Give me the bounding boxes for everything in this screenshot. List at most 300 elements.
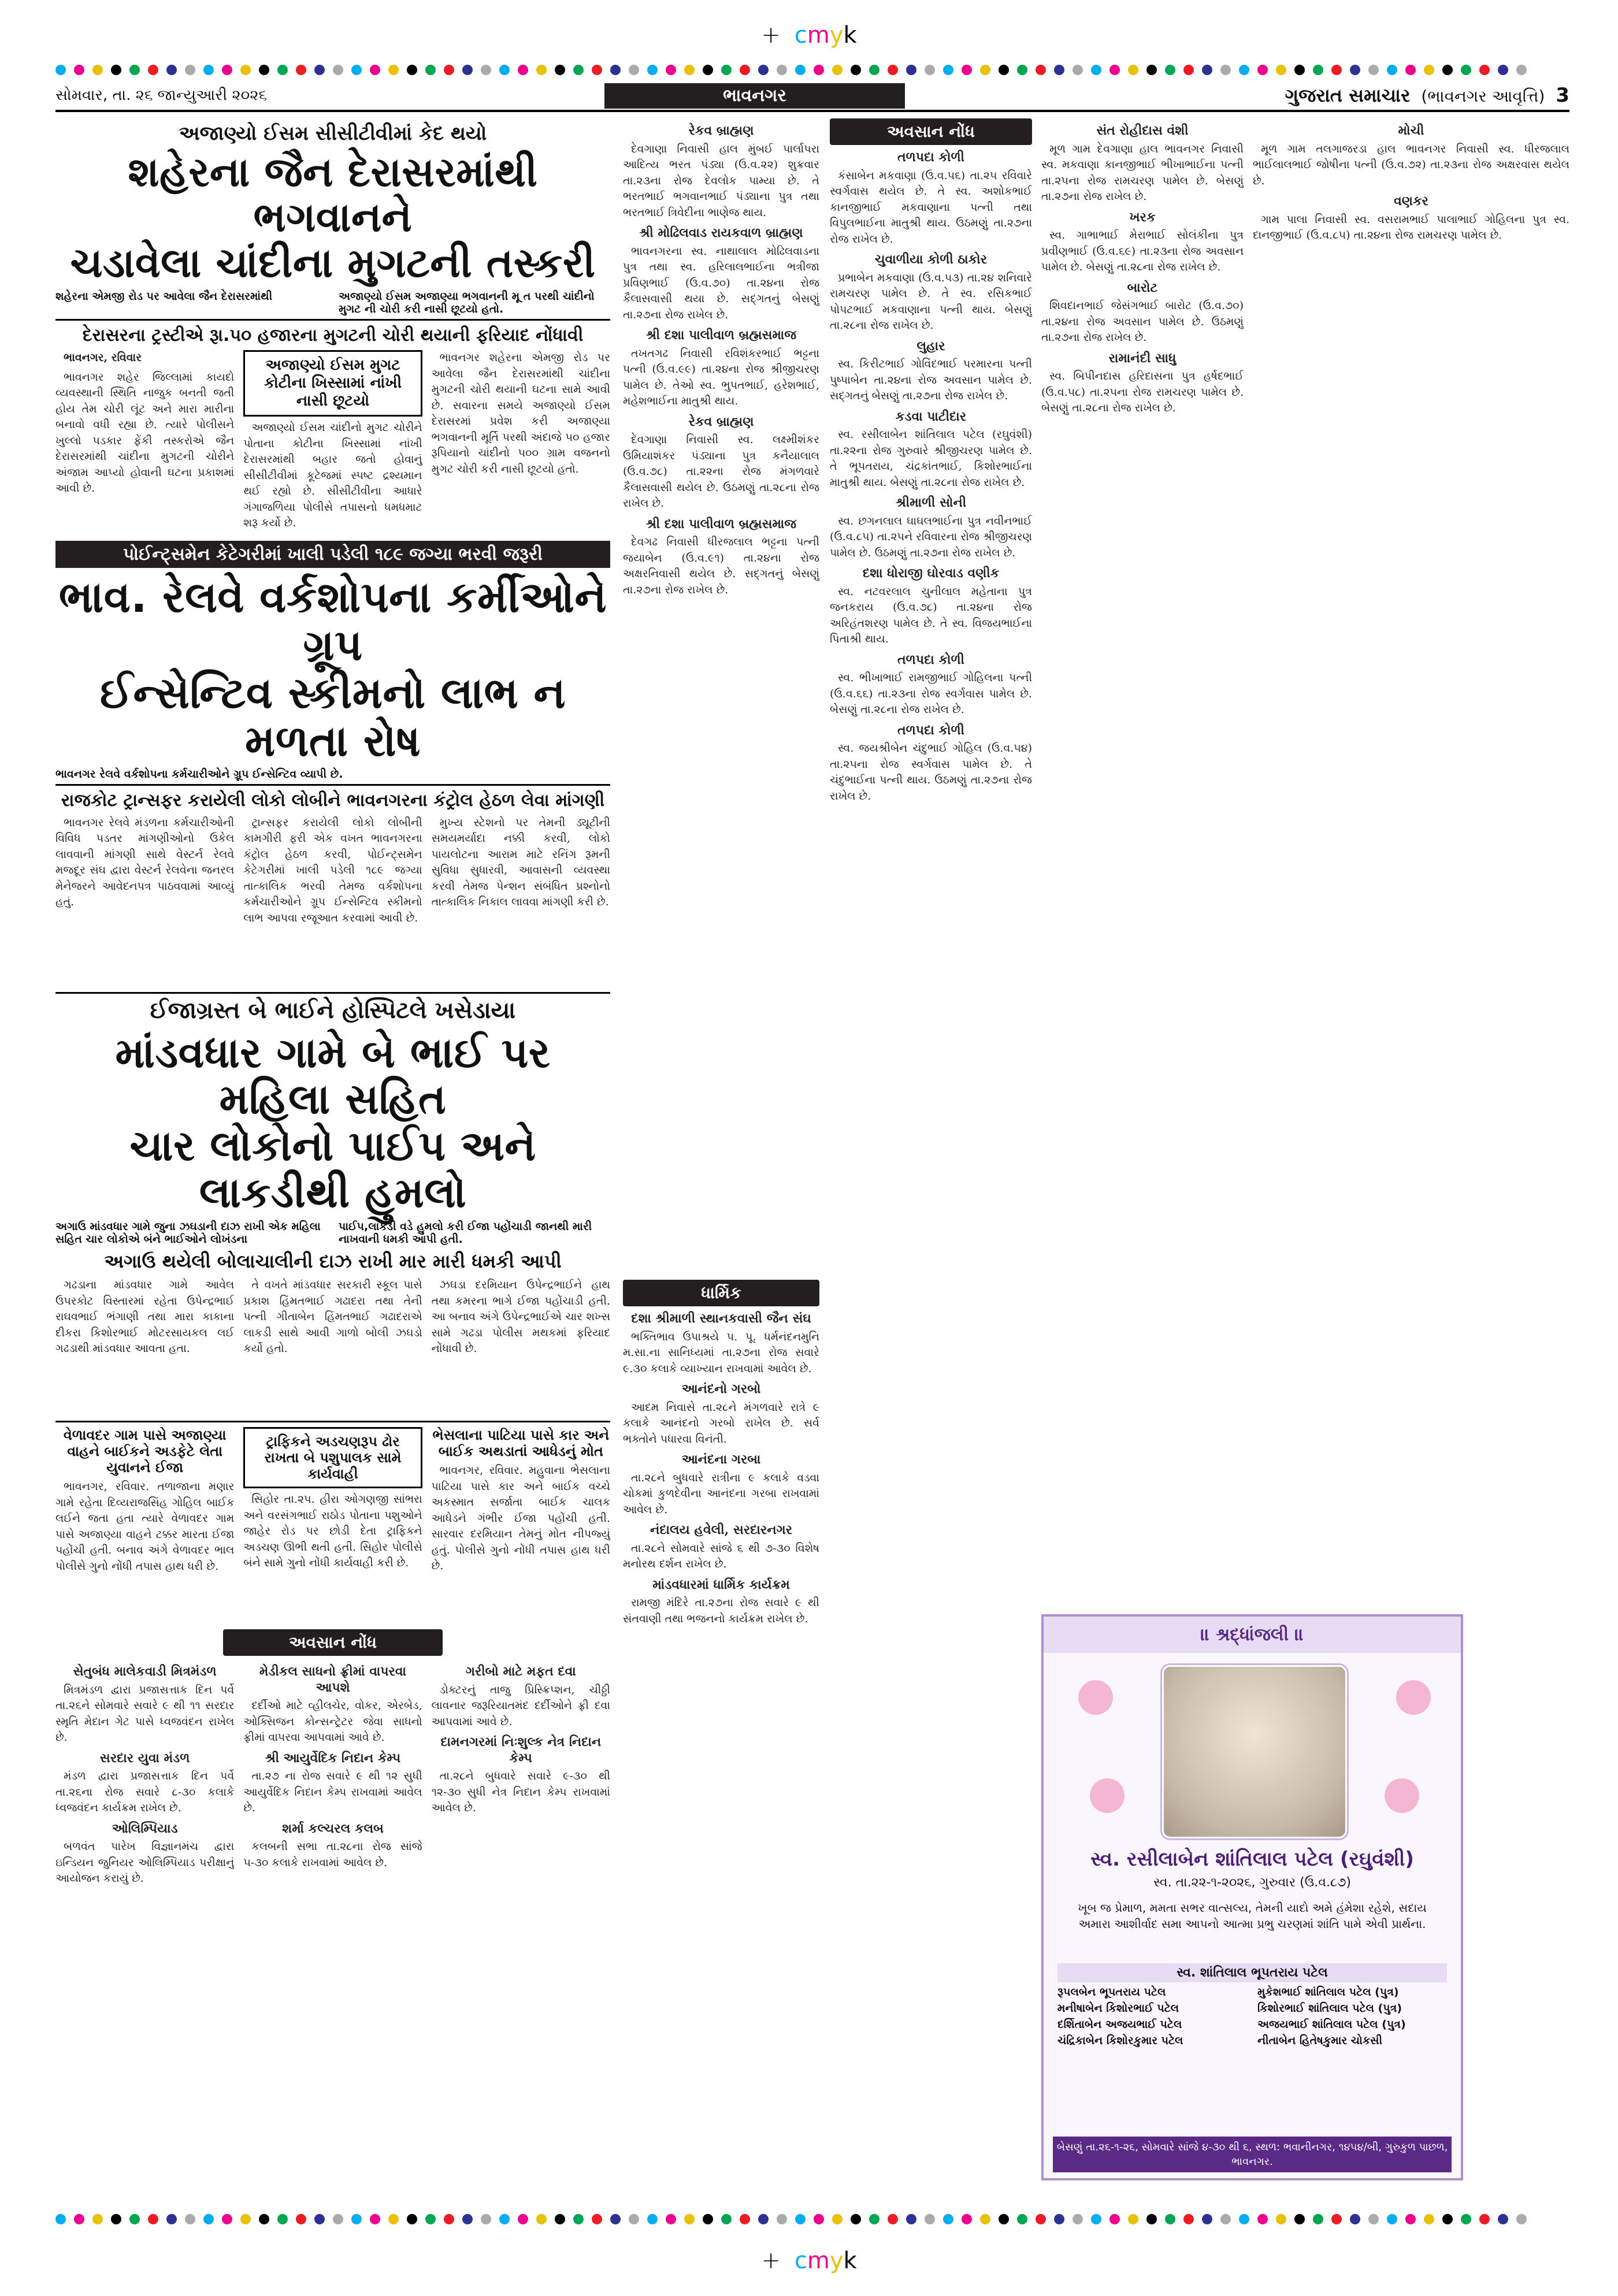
obit-11-title: દશા ધોરાજી ઘોરવાડ વણીક [862, 566, 1000, 581]
obit-14-text: મૂળ ગામ દેવગાણા હાલ ભાવનગર નિવાસી સ્વ. મકવાણા કાનજીભાઈ ભીખાભાઈના પત્ની તા.૨૫ના રોજ રામચરણ પામેલ છે. બેસણું તા.૨૭ના રોજ રાખેલ છે. [1041, 142, 1244, 203]
registration-dot [555, 65, 565, 75]
family-member: ચંદ્રિકાબેન કિશોરકુમાર પટેલ [1057, 2034, 1183, 2047]
registration-dot [832, 65, 843, 75]
registration-dot [592, 65, 602, 75]
color-registration-strip-bottom [55, 2214, 1569, 2224]
obit-15-title: મોચી [1398, 123, 1424, 138]
brief-3-title: ભેસલાના પાટિયા પાસે કાર અને બાઈક અથડાતાં આધેડનું મોત [432, 1427, 610, 1460]
registration-dot [1073, 65, 1083, 75]
paper-name: ગુજરાત સમાચાર [1285, 84, 1411, 106]
registration-dot [462, 2214, 473, 2224]
obit-15-text: મૂળ ગામ તલગાજરડા હાલ ભાવનગર નિવાસી સ્વ. ધીરજલાલ ભાઈલાલભાઈ જોષીના પત્ની (ઉ.વ.૭૨) તા.૨૩ના રોજ અક્ષરવાસ થયેલ છે. [1253, 142, 1569, 187]
community-7-text: ડોક્ટરનું તાજુ પ્રિસ્ક્રિપ્શન, ચીઠ્ઠી લાવનાર જરૂરિયાતમંદ દર્દીઓને ફ્રી દવા આપવામાં આવે છે. [431, 1683, 610, 1728]
registration-dot [240, 2214, 251, 2224]
religious-column [623, 1280, 819, 2204]
edition-label: (ભાવનગર આવૃત્તિ) [1421, 87, 1545, 106]
religious-1-title: દશા શ્રીમાળી સ્થાનકવાસી જૈન સંઘ [631, 1311, 811, 1326]
brief-1-body: ભાવનગર, રવિવાર. તળાજાના મણાર ગામે રહેતા દિવ્યરાજસિંહ ગોહિલ બાઈક લઈને જતા હતા ત્યારે વેળાવદર ગામ પાસે અજાણ્યા વાહને ટક્કર મારતા ઈજા પહોંચી હતી. બનાવ અંગે વેળાવદર ભાલ પોલીસે ગુનો નોંધી તપાસ હાથ ધરી છે. [55, 1480, 235, 1573]
religious-5-title: માંડવધારમાં ધાર્મિક કાર્યક્રમ [652, 1577, 790, 1592]
story3-body [55, 1277, 610, 1416]
registration-dot [962, 65, 972, 75]
registration-dot [1054, 65, 1064, 75]
family-member: નીતાબેન હિતેષકુમાર ચોકસી [1257, 2034, 1382, 2047]
story3-subhead: અગાઉ થયેલી બોલાચાલીની દાઝ રાખી માર મારી ધમકી આપી [104, 1250, 562, 1273]
registration-dot [1165, 2214, 1175, 2224]
community-6-text: કલબની સભા તા.૨૮ના રોજ સાંજે ૫-૩૦ કલાકે રાખવામાં આવેલ છે. [243, 1840, 422, 1869]
registration-dot [166, 65, 177, 75]
news-column [55, 118, 610, 2204]
registration-dot [259, 2214, 269, 2224]
registration-dot [1368, 65, 1379, 75]
obituary-column-2 [830, 118, 1032, 2204]
obit-2-text: ભાવનગરના સ્વ. નાથાલાલ મોઢિલવાડના પુત્ર તથા સ્વ. હરિલાલભાઈના ભત્રીજા પ્રવિણભાઈ (ઉ.વ.૭૦) તા.૨૪ના રોજ કૈલાસવાસી થયા છે. સદ્ગતનું બેસણું તા.૨૭ના રોજ રાખેલ છે. [623, 244, 819, 321]
registration-dot [703, 65, 713, 75]
registration-dot [1387, 65, 1397, 75]
community-3-title: ઓલિમ્પિયાડ [112, 1821, 178, 1836]
tribute-name: સ્વ. રસીલાબેન શાંતિલાલ પટેલ (રઘુવંશી) [1090, 1848, 1414, 1871]
registration-mark-top: + cmyk [761, 22, 857, 49]
story2-headline-line2: ઈન્સેન્ટિવ સ્કીમનો લાભ ન મળતા રોષ [99, 668, 566, 766]
story3-para2: તે વખતે માંડવધાર સરકારી સ્કૂલ પાસે પ્રકાશ હિંમતભાઈ ગઢાદરા તથા તેની પત્ની ગીતાબેન હિંમતભાઈ ગઢાદરાએ લાકડી સાથે આવી ગાળો બોલી ઝઘડો કર્યો હતો. [243, 1279, 422, 1355]
registration-dot [647, 65, 658, 75]
registration-dot [499, 65, 510, 75]
obit-13-title: તળપદા કોળી [897, 722, 964, 738]
religious-3-text: તા.૨૮ને બુધવારે રાત્રીના ૯ કલાકે વડવા ચોકમાં કુળદેવીના આનંદના ગરબા રાખવામાં આવેલ છે. [623, 1471, 819, 1516]
registration-dot [1128, 65, 1138, 75]
flower-icon [1090, 1778, 1125, 1813]
story1-deck-left: શહેરના એમજી રોડ પર આવેલા જૈન દેરાસરમાંથી [55, 290, 273, 303]
registration-dot [1165, 65, 1175, 75]
registration-dot [629, 65, 639, 75]
registration-dot [1017, 65, 1027, 75]
registration-dot [407, 2214, 417, 2224]
registration-dot [721, 65, 732, 75]
family-member: દર્શિતાબેન અજયભાઈ પટેલ [1057, 2018, 1182, 2031]
registration-dot [1442, 65, 1453, 75]
brief-2-title: ટ્રાફિકને અડચણરૂપ ઢોર રાખતા બે પશુપાલક સામે કાર્યવાહી [243, 1427, 422, 1488]
registration-dot [906, 2214, 916, 2224]
story3-headline-line2: ચાર લોકોનો પાઈપ અને લાકડીથી હુમલો [129, 1121, 536, 1217]
obit-19-title: રામાનંદી સાધુ [1108, 350, 1177, 366]
registration-dot [166, 2214, 177, 2224]
registration-dot [370, 2214, 380, 2224]
registration-dot [1461, 2214, 1471, 2224]
registration-dot [203, 2214, 214, 2224]
brief-2 [243, 1427, 422, 1623]
registration-dot [1294, 65, 1305, 75]
registration-dot [684, 65, 695, 75]
registration-dot [74, 65, 84, 75]
story2-deck: ભાવનગર રેલવે વર્કશોપના કર્મચારીઓને ગ્રૂપ ઈન્સેન્ટિવ વ્યાપી છે. [55, 767, 343, 781]
registration-dot [1146, 65, 1157, 75]
registration-dot [1368, 2214, 1379, 2224]
community-5-text: તા.૨૭ ના રોજ સવારે ૯ થી ૧૨ સુધી આયુર્વેદિક નિદાન કેમ્પ રાખવામાં આવેલ છે. [243, 1770, 422, 1815]
registration-dot [666, 2214, 676, 2224]
registration-dot [1405, 2214, 1416, 2224]
registration-dot [573, 65, 584, 75]
obit-10-title: શ્રીમાળી સોની [895, 495, 967, 510]
story3-deck [55, 1220, 610, 1246]
registration-dot [1331, 65, 1342, 75]
registration-dot [1239, 2214, 1249, 2224]
registration-dot [333, 65, 343, 75]
registration-dot [740, 65, 750, 75]
registration-dot [388, 2214, 399, 2224]
registration-mark-bottom: + cmyk [761, 2247, 857, 2274]
crosshair-icon: + [761, 22, 781, 49]
registration-dot [888, 2214, 898, 2224]
obit-1-text: દેવગાણા નિવાસી હાલ મુંબઈ પાર્લાપરા આદિત્ય ભરત પંડ્યા (ઉ.વ.૨૨) શુક્રવાર તા.૨૩ના રોજ દેવલોક પામ્યા છે. તે ભરતભાઈ ભગવાનભાઈ પંડ્યાના પુત્ર તથા ભરતભાઈ ત્રિવેદીના ભાણેજ થાય. [623, 142, 819, 219]
obit-17-title: ખરક [1129, 209, 1156, 225]
story3-headline-line1: માંડવધાર ગામે બે ભાઈ પર મહિલા સહિત [115, 1028, 551, 1124]
registration-dot [814, 2214, 824, 2224]
obit-7-text: પ્રભાબેન મકવાણા (ઉ.વ.૫૩) તા.૨૪ શનિવારે રામચરણ પામેલ છે. તે સ્વ. રસિકભાઈ પોપટભાઈ મકવાણાના પત્ની થાય. બેસણું તા.૨૮ના રોજ રાખેલ છે. [830, 271, 1032, 332]
religious-2-text: આદમ નિવાસે તા.૨૮ને મંગળવારે રાત્રે ૯ કલાકે આનંદનો ગરબો રાખેલ છે. સર્વ ભક્તોને પધારવા વિનંતી. [623, 1400, 819, 1446]
community-3-text: બળવંત પારેખ વિજ્ઞાનમંચ દ્વારા ઇન્ડિયન જુનિયર ઓલિમ્પિયાડ પરીક્ષાનું આયોજન કરાયું છે. [55, 1840, 235, 1885]
brief-1 [55, 1427, 234, 1623]
obit-4-text: દેવગાણા નિવાસી સ્વ. લક્ષ્મીશંકર ઉમિયાશંકર પંડ્યાના પુત્ર કનૈયાલાલ (ઉ.વ.૭૮) તા.૨૨ના રોજ મંગળવારે કૈલાસવાસી થયેલ છે. ઉઠમણું તા.૨૮ના રોજ રાખેલ છે. [623, 433, 819, 510]
registration-dot [1424, 65, 1434, 75]
registration-dot [444, 65, 454, 75]
story2-subhead: રાજકોટ ટ્રાન્સફર કરાયેલી લોકો લોબીને ભાવનગરના કંટ્રોલ હેઠળ લેવા માંગણી [61, 790, 605, 811]
registration-dot [1054, 2214, 1064, 2224]
community-section-tab: અવસાન નોંધ [223, 1629, 443, 1656]
story2-banner: પોઈન્ટ્સમેન કેટેગરીમાં ખાલી પડેલી ૧૮૯ જગ્યા ભરવી જરૂરી [55, 541, 610, 568]
brief-3-body: ભાવનગર, રવિવાર. મહુવાના ભેસલાના પાટિયા પાસે કાર અને બાઈક વચ્ચે અકસ્માત સર્જાતા બાઈક ચાલક આધેડને ગંભીર ઈજા પહોંચી હતી. સારવાર દરમિયાન તેમનું મોત નીપજ્યું હતું. પોલીસે ગુનો નોંધી તપાસ હાથ ધરી છે. [431, 1464, 610, 1573]
community-1-text: મિત્રમંડળ દ્વારા પ્રજાસત્તાક દિન પર્વે તા.૨૬ને સોમવારે સવારે ૯ થી ૧૧ સરદાર સ્મૃતિ મેદાન ગેટ પાસે ધ્વજવંદન રાખેલ છે. [55, 1683, 235, 1744]
registration-dot [1202, 65, 1212, 75]
registration-dot [351, 2214, 362, 2224]
brief-2-body: સિહોર તા.૨૫. હીરા ઓગણજી સાંભરા અને વરસંગભાઈ રાઠોડ પોતાના પશુઓને જાહેર રોડ પર છોડી દેતા ટ્રાફિકને અડચણ ઊભી થતી હતી. સિહોર પોલીસે બંને સામે ગુનો નોંધી કાર્યવાહી કરી છે. [243, 1493, 422, 1570]
registration-dot [129, 65, 140, 75]
registration-dot [962, 2214, 972, 2224]
registration-dot [758, 2214, 769, 2224]
community-4-title: મેડીકલ સાધનો ફ્રીમાં વાપરવા આપશે [259, 1664, 407, 1695]
registration-dot [333, 2214, 343, 2224]
tribute-footer: બેસણું તા.૨૬-૧-૨૬, સોમવારે સાંજે ૪-૩૦ થી ૬, સ્થળ: ભવાનીનગર, ૧૪૫૪/બી, ગુરુકુળ પાછળ, ભાવનગર. [1053, 2137, 1452, 2172]
registration-dot [1442, 2214, 1453, 2224]
registration-dot [203, 65, 214, 75]
registration-dot [1220, 65, 1231, 75]
registration-dot [1424, 2214, 1434, 2224]
obit-5-text: દેવગઢ નિવાસી ધીરજલાલ ભટ્ટના પત્ની જયાબેન (ઉ.વ.૯૧) તા.૨૪ના રોજ અક્ષરનિવાસી થયેલ છે. સદ્ગતનું બેસણું તા.૨૭ના રોજ રાખેલ છે. [623, 536, 819, 596]
registration-dot [518, 65, 528, 75]
story2-para2: ટ્રાન્સફર કરાયેલી લોકો લોબીની કામગીરી ફરી એક વખત ભાવનગરના કંટ્રોલ હેઠળ કરવી, પોઈન્ટ્સમેન કેટેગરીમાં ખાલી પડેલી ૧૮૯ જગ્યા તાત્કાલિક ભરવી તેમજ વર્કશોપના કર્મચારીઓને ગ્રૂપ ઈન્સેન્ટિવ સ્કીમનો લાભ આપવા રજૂઆત કરવામાં આવી છે. [243, 816, 422, 924]
registration-dot [388, 65, 399, 75]
registration-dot [629, 2214, 639, 2224]
obituary-column-1 [623, 118, 819, 1274]
registration-dot [555, 2214, 565, 2224]
registration-dot [869, 2214, 879, 2224]
obit-1-title: રેકવ બ્રાહ્મણ [688, 123, 754, 138]
story1-dateline: ભાવનગર, રવિવાર [64, 351, 142, 365]
registration-dot [777, 65, 787, 75]
registration-dot [851, 2214, 861, 2224]
registration-dot [1146, 2214, 1157, 2224]
obit-14-title: સંત રોહીદાસ વંશી [1096, 123, 1189, 138]
registration-dot [425, 65, 436, 75]
registration-dot [740, 2214, 750, 2224]
registration-dot [407, 65, 417, 75]
family-member: કિશોરભાઈ શાંતિલાલ પટેલ (પુત્ર) [1257, 2002, 1402, 2015]
obit-12-text: સ્વ. ભીખાભાઈ રામજીભાઈ ગોહિલના પત્ની (ઉ.વ.૬૬) તા.૨૩ના રોજ સ્વર્ગવાસ પામેલ છે. બેસણું તા.૨૮ના રોજ રાખેલ છે. [830, 671, 1032, 716]
story3-para1: ગઢડાના માંડવધાર ગામે આવેલ ઉપરકોટ વિસ્તારમાં રહેતા ઉપેન્દ્રભાઈ રાઘવભાઈ ભંગાણી તથા મારા કાકાના દીકરા કિશોરભાઈ મોટરસાયકલ લઈ ગઢડાથી માંડવધાર આવતા હતા. [55, 1279, 235, 1355]
registration-dot [1350, 65, 1360, 75]
registration-dot [666, 65, 676, 75]
obit-3-text: તખતગઢ નિવાસી રવિશંકરભાઈ ભટ્ટના પત્ની (ઉ.વ.૯૯) તા.૨૪ના રોજ શ્રીજીચરણ પામેલ છે. તેઓ સ્વ. ભુપતભાઈ, હરેશભાઈ, મહેશભાઈના માતુશ્રી થાય. [623, 347, 819, 407]
community-2-title: સરદાર યુવા મંડળ [99, 1750, 190, 1766]
registration-dot [259, 65, 269, 75]
religious-1-text: ભક્તિભાવ ઉપાશ્રયે પ. પૂ. ધર્મનંદનમુનિ મ.સા.ના સાનિધ્યમાં તા.૨૭ના રોજ સવારે ૯.૩૦ કલાકે વ્યાખ્યાન રાખવામાં આવેલ છે. [623, 1330, 819, 1375]
registration-dot [795, 65, 806, 75]
obit-6-text: કંસાબેન મકવાણા (ઉ.વ.૫૬) તા.૨૫ રવિવારે સ્વર્ગવાસ થયેલ છે. તે સ્વ. અશોકભાઈ કાનજીભાઈ મકવાણાના પત્ની તથા વિપુલભાઈના માતુશ્રી થાય. ઉઠમણું તા.૨૭ના રોજ રાખેલ છે. [830, 169, 1032, 246]
story2-headline-line1: ભાવ. રેલવે વર્કશોપના કર્મીઓને ગ્રૂપ [58, 573, 607, 671]
registration-dot [703, 2214, 713, 2224]
registration-dot [148, 2214, 158, 2224]
registration-dot [888, 65, 898, 75]
registration-dot [943, 65, 953, 75]
registration-dot [1036, 65, 1046, 75]
registration-dot [481, 2214, 491, 2224]
family-member: રૂપલબેન ભૂપતરાય પટેલ [1057, 1986, 1166, 1998]
registration-dot [499, 2214, 510, 2224]
registration-dot [1109, 65, 1120, 75]
registration-dot [1294, 2214, 1305, 2224]
registration-dot [518, 2214, 528, 2224]
registration-dot [869, 65, 879, 75]
registration-dot [314, 2214, 325, 2224]
story1-subhead: દેરાસરના ટ્રસ્ટીએ રૂા.૫૦ હજારના મુગટની ચોરી થયાની ફરિયાદ નોંધાવી [82, 325, 584, 346]
registration-dot [1313, 2214, 1323, 2224]
registration-dot [185, 2214, 195, 2224]
registration-dot [980, 2214, 990, 2224]
story1-headline-line2: ચડાવેલા ચાંદીના મુગટની તસ્કરી [70, 239, 596, 287]
registration-dot [1183, 65, 1194, 75]
tribute-dates: સ્વ. તા.૨૨-૧-૨૦૨૬, ગુરુવાર (ઉ.વ.૮૭) [1153, 1875, 1351, 1890]
registration-dot [925, 2214, 935, 2224]
registration-dot [536, 65, 547, 75]
story3-para3: ઝઘડા દરમિયાન ઉપેન્દ્રભાઈને હાથ તથા કમરના ભાગે ઈજા પહોંચાડી હતી. આ બનાવ અંગે ઉપેન્દ્રભાઈએ ચાર શખ્સ સામે ગઢડા પોલીસ મથકમાં ફરિયાદ નોંધાવી છે. [431, 1279, 610, 1355]
story1-deck [55, 290, 610, 315]
registration-dot [573, 2214, 584, 2224]
registration-dot [222, 2214, 232, 2224]
obit-16-title: વણકર [1394, 194, 1428, 209]
registration-dot [777, 2214, 787, 2224]
registration-dot [277, 2214, 288, 2224]
story2-para1: ભાવનગર રેલવે મંડળના કર્મચારીઓની વિવિધ પડતર માંગણીઓનો ઉકેલ લાવવાની માંગણી સાથે વેસ્ટર્ન રેલવે મજદૂર સંઘ દ્વારા વેસ્ટર્ન રેલવેના જનરલ મેનેજરને આવેદનપત્ર પાઠવવામાં આવ્યું હતું. [55, 816, 235, 909]
religious-4-text: તા.૨૮ને સોમવારે સાંજે ૬ થી ૭-૩૦ વિશેષ મનોરથ દર્શન રાખેલ છે. [623, 1541, 819, 1570]
registration-dot [92, 2214, 103, 2224]
registration-dot [296, 65, 306, 75]
registration-dot [1516, 65, 1527, 75]
community-4-text: દર્દીઓ માટે વ્હીલચેર, વોકર, એરબેડ, ઓક્સિજન કોન્સન્ટ્રેટર જેવા સાધનો ફ્રીમાં વાપરવા આપવામાં આવે છે. [243, 1699, 422, 1744]
flower-icon [1078, 1680, 1113, 1715]
registration-dot [1498, 2214, 1508, 2224]
obit-6-title: તળપદા કોળી [897, 150, 964, 165]
registration-dot [1091, 2214, 1101, 2224]
crosshair-icon: + [761, 2247, 781, 2274]
tribute-message: ખૂબ જ પ્રેમાળ, મમતા સભર વાત્સલ્ય, તેમની યાદો અમે હંમેશા રહેશે, સદાય અમારા આશીર્વાદ સમા આપનો આત્મા પ્રભુ ચરણમાં શાંતિ પામે એવી પ્રાર્થના. [1078, 1901, 1427, 1931]
tribute-title: ॥ શ્રદ્ધાંજલી ॥ [1044, 1617, 1461, 1653]
registration-dot [1479, 2214, 1490, 2224]
registration-dot [851, 65, 861, 75]
community-5-title: શ્રી આયુર્વેદિક નિદાન કેમ્પ [265, 1750, 401, 1766]
obit-4-title: રેકવ બ્રાહ્મણ [688, 414, 754, 429]
community-8-text: તા.૨૮ને બુધવારે સવારે ૯-૩૦ થી ૧૨-૩૦ સુધી નેત્ર નિદાન કેમ્પ રાખવામાં આવેલ છે. [431, 1770, 610, 1815]
obit-3-title: શ્રી દશા પાલીવાળ બ્રહ્મસમાજ [645, 328, 797, 343]
registration-dot [721, 2214, 732, 2224]
registration-dot [999, 65, 1009, 75]
obit-13-text: સ્વ. જયશ્રીબેન ચંદુભાઈ ગોહિલ (ઉ.વ.૫૪) તા.૨૫ના રોજ સ્વર્ગવાસ પામેલ છે. તે ચંદુભાઈના પત્ની થાય. ઉઠમણું તા.૨૭ના રોજ રાખેલ છે. [830, 742, 1032, 803]
registration-dot [1331, 2214, 1342, 2224]
family-member: મુકેશભાઈ શાંતિલાલ પટેલ (પુત્ર) [1257, 1986, 1399, 1998]
registration-dot [999, 2214, 1009, 2224]
registration-dot [1183, 2214, 1194, 2224]
registration-dot [148, 65, 158, 75]
registration-dot [1239, 65, 1249, 75]
registration-dot [92, 65, 103, 75]
obituary-column-3 [1041, 118, 1244, 1603]
registration-dot [1091, 65, 1101, 75]
registration-dot [1036, 2214, 1046, 2224]
registration-dot [222, 65, 232, 75]
registration-dot [351, 65, 362, 75]
religious-4-title: નંદાલય હવેલી, સરદારનગર [650, 1522, 793, 1537]
flower-icon [1396, 1680, 1431, 1715]
registration-dot [55, 65, 66, 75]
obit-19-text: સ્વ. બિપીનદાસ હરિદાસના પુત્ર હર્ષદભાઈ (ઉ.વ.૫૮) તા.૨૫ના રોજ રામચરણ પામેલ છે. બેસણું તા.૨૮ના રોજ રાખેલ છે. [1041, 370, 1244, 414]
registration-dot [444, 2214, 454, 2224]
story3-kicker: ઈજાગ્રસ્ત બે ભાઈને હોસ્પિટલે ખસેડાયા [150, 997, 516, 1024]
flower-icon [1385, 1778, 1419, 1813]
obit-17-text: સ્વ. ગાભાભાઈ મેરાભાઈ સોલંકીના પુત્ર પ્રવીણભાઈ (ઉ.વ.૬૯) તા.૨૩ના રોજ અવસાન પામેલ છે. બેસણું તા.૨૮ના રોજ રાખેલ છે. [1041, 229, 1244, 273]
registration-dot [55, 2214, 66, 2224]
registration-dot [1276, 2214, 1286, 2224]
tribute-family-head: સ્વ. શાંતિલાલ ભૂપતરાય પટેલ [1057, 1963, 1447, 1982]
registration-dot [1498, 65, 1508, 75]
registration-dot [684, 2214, 695, 2224]
registration-dot [111, 65, 121, 75]
registration-dot [906, 65, 916, 75]
registration-dot [795, 2214, 806, 2224]
family-member: મનીષાબેન કિશોરભાઈ પટેલ [1057, 2002, 1179, 2015]
community-8-title: દામનગરમાં નિઃશુલ્ક નેત્ર નિદાન કેમ્પ [440, 1734, 602, 1766]
color-registration-strip [55, 65, 1569, 75]
obituary-section-tab: અવસાન નોંધ [830, 118, 1032, 145]
registration-dot [610, 2214, 621, 2224]
religious-2-title: આનંદનો ગરબો [681, 1381, 761, 1396]
tribute-advertisement [1041, 1614, 1463, 2180]
obit-9-text: સ્વ. રસીલાબેન શાંતિલાલ પટેલ (રઘુવંશી) તા.૨૨ના રોજ ગુરુવારે શ્રીજીચરણ પામેલ છે. તે ભૂપતરાય, ચંદ્રકાંતભાઈ, કિશોરભાઈના માતુશ્રી થાય. બેસણું તા.૨૮ના રોજ રાખેલ છે. [830, 428, 1032, 489]
registration-dot [1017, 2214, 1027, 2224]
obit-18-title: બારોટ [1127, 280, 1158, 295]
story2-body [55, 815, 610, 989]
registration-dot [592, 2214, 602, 2224]
story1-para3: અજાણ્યો ઈસમ ચાંદીનો મુગટ ચોરીને પોતાના કોટીના ખિસ્સામાં નાંખી દેરાસરમાંથી બહાર જતો હોવાનું સીસીટીવીમાં કૂટેજમાં સ્પષ્ટ દ્રશ્યમાન થઈ રહ્યો છે. સીસીટીવીના આધારે ગંગાજળિયા પોલીસે તપાસનો ધમધમાટ શરૂ કર્યો છે. [243, 421, 422, 530]
registration-dot [1350, 2214, 1360, 2224]
community-notices [55, 1659, 610, 1983]
registration-dot [314, 65, 325, 75]
registration-dot [1257, 65, 1268, 75]
registration-dot [277, 65, 288, 75]
registration-dot [832, 2214, 843, 2224]
registration-dot [1109, 2214, 1120, 2224]
registration-dot [111, 2214, 121, 2224]
registration-dot [370, 65, 380, 75]
registration-dot [925, 65, 935, 75]
registration-dot [814, 65, 824, 75]
registration-dot [536, 2214, 547, 2224]
registration-dot [481, 65, 491, 75]
story1-kicker: અજાણ્યો ઈસમ સીસીટીવીમાં કેદ થયો [179, 122, 487, 145]
registration-dot [425, 2214, 436, 2224]
registration-dot [1128, 2214, 1138, 2224]
obit-9-title: કડવા પાટીદાર [895, 408, 967, 424]
registration-dot [1073, 2214, 1083, 2224]
registration-dot [1313, 65, 1323, 75]
story1-para2: ભાવનગર શહેરના એમજી રોડ પર આવેલા જૈન દેરાસરમાંથી ચાંદીના મુગટની ચોરી થયાની ઘટના સામે આવી છે. સવારના સમયે અજાણ્યો ઈસમ દેરાસરમાં પ્રવેશ કરી અજાણ્યા ભગવાનની મૂર્તિ પરથી અંદાજે ૫૦ હજાર રૂપિયાનો ચાંદીનો ૫૦૦ ગ્રામ વજનનો મુગટ ચોરી કરી નાસી છૂટયો હતો. [431, 351, 610, 475]
registration-dot [74, 2214, 84, 2224]
story2-para3: મુખ્ય સ્ટેશનો પર તેમની ડ્યૂટીની સમયમર્યાદા નક્કી કરવી, લોકો પાયલોટના આરામ માટે રનિંગ રૂમની સુવિધા સુધારવી, આવાસની વ્યવસ્થા કરવી તેમજ પેન્શન સંબંધિત પ્રશ્નોનો તાત્કાલિક નિકાલ લાવવા માંગણી કરી છે. [431, 816, 610, 909]
registration-dot [240, 65, 251, 75]
registration-dot [1516, 2214, 1527, 2224]
obit-8-title: લુહાર [916, 338, 945, 354]
registration-dot [1220, 2214, 1231, 2224]
community-1-title: સેતુબંધ માલેકવાડી મિત્રમંડળ [73, 1664, 217, 1680]
registration-dot [1405, 65, 1416, 75]
story1-deck-right: અજાણ્યો ઈસમ અજાણ્યા ભગવાનની મૂ ત પરથી ચાંદીનો મુગટ ની ચોરી કરી નાસી છૂટયો હતો. [339, 290, 595, 316]
community-7-title: ગરીબો માટે મફત દવા [465, 1664, 576, 1680]
issue-date: સોમવાર, તા. ૨૬ જાન્યુઆરી ૨૦૨૬ [55, 86, 268, 104]
registration-dot [462, 65, 473, 75]
registration-dot [1257, 2214, 1268, 2224]
story3-deck-left: અગાઉ માંડવધાર ગામે જુના ઝઘડાની દાઝ રાખી એક મહિલા સહિત ચાર લોકોએ બંને ભાઈઓને લોખંડના [55, 1220, 321, 1246]
obit-2-title: શ્રી મોઢિલવાડ રાયકવાળ બ્રાહ્મણ [639, 225, 803, 240]
registration-dot [1276, 65, 1286, 75]
registration-dot [1387, 2214, 1397, 2224]
deceased-portrait [1162, 1665, 1347, 1838]
registration-dot [296, 2214, 306, 2224]
registration-dot [610, 65, 621, 75]
briefs-row [55, 1427, 610, 1623]
page-number: 3 [1556, 84, 1569, 107]
community-6-title: શર્મા કલ્ચરલ કલબ [282, 1821, 384, 1836]
obit-10-text: સ્વ. છગનલાલ ઘાઘલભાઈના પુત્ર નવીનભાઈ (ઉ.વ.૮૫) તા.૨૫ને રવિવારના રોજ શ્રીજીચરણ પામેલ છે. ઉઠમણું તા.૨૭ના રોજ રાખેલ છે. [830, 514, 1032, 559]
obituary-column-4 [1253, 118, 1569, 1603]
community-2-text: મંડળ દ્વારા પ્રજાસત્તાક દિન પર્વે તા.૨૬ના રોજ સવારે ૮-૩૦ કલાકે ધ્વજવંદન કાર્યક્રમ રાખેલ છે. [55, 1770, 235, 1815]
family-member: અજયભાઈ શાંતિલાલ પટેલ (પુત્ર) [1257, 2018, 1406, 2031]
obit-18-text: શિવદાનભાઈ જેસંગભાઈ બારોટ (ઉ.વ.૭૦) તા.૨૪ના રોજ અવસાન પામેલ છે. ઉઠમણું તા.૨૭ના રોજ રાખેલ છે. [1041, 299, 1244, 344]
brief-1-title: વેળાવદર ગામ પાસે અજાણ્યા વાહને બાઈકને અડફેટે લેતા યુવાનને ઈજા [63, 1427, 227, 1476]
registration-dot [1202, 2214, 1212, 2224]
registration-dot [758, 65, 769, 75]
masthead [1285, 84, 1569, 107]
religious-section-tab: ધાર્મિક [623, 1280, 819, 1306]
story1-para1: ભાવનગર શહેર જિલ્લામાં કાયદો વ્યવસ્થાની સ્થિતિ નાજુક બનતી જતી હોય તેમ ચોરી લૂંટ અને મારા મારીના બનાવો વધી રહ્યા છે. ત્યારે પોલીસને ખુલ્લો પડકાર ફેંકી તસ્કરોએ જૈન દેરાસરમાંથી ચાંદીના મુગટની ચોરીને અંજામ આપ્યો હોવાની ઘટના પ્રકાશમાં આવી છે. [55, 370, 235, 495]
obit-7-title: ચુવાળીયા કોળી ઠાકોર [875, 252, 987, 267]
obit-16-text: ગામ પાલા નિવાસી સ્વ. વસરામભાઈ પાલાભાઈ ગોહિલના પુત્ર સ્વ. દાનજીભાઈ (ઉ.વ.૮૫) તા.૨૪ના રોજ રામચરણ પામેલ છે. [1253, 213, 1569, 242]
registration-dot [943, 2214, 953, 2224]
registration-dot [185, 65, 195, 75]
brief-3 [432, 1427, 610, 1623]
story1-pull-quote: અજાણ્યો ઈસમ મુગટ કોટીના ખિસ્સામાં નાંખી નાસી છૂટયો [243, 350, 422, 417]
tribute-family [1057, 1963, 1447, 2047]
registration-dot [980, 65, 990, 75]
obit-5-title: શ્રી દશા પાલીવાળ બ્રહ્મસમાજ [645, 516, 797, 532]
obit-11-text: સ્વ. નટવરલાલ ચુનીલાલ મહેતાના પુત્ર જનકરાય (ઉ.વ.૭૮) તા.૨૪ના રોજ અરિહંતશરણ પામેલ છે. તે સ્વ. વિજયભાઈના પિતાશ્રી થાય. [830, 585, 1032, 645]
religious-5-text: રામજી મંદિરે તા.૨૭ના રોજ સવારે ૯ થી સંતવાણી તથા ભજનનો કાર્યક્રમ રાખેલ છે. [623, 1596, 819, 1625]
registration-dot [129, 2214, 140, 2224]
